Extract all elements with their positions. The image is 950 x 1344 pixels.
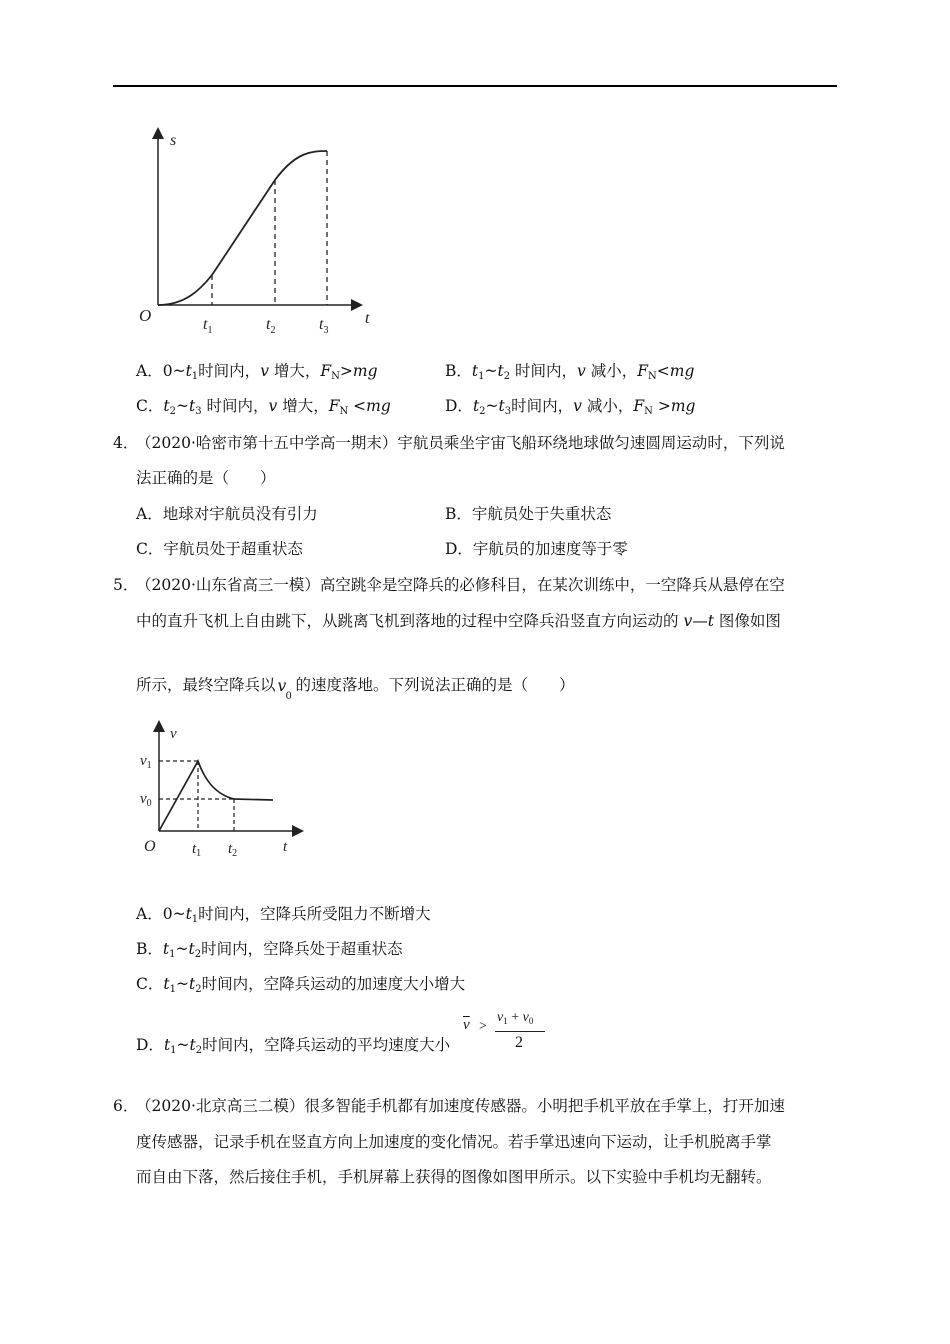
s-t-curve — [158, 151, 327, 305]
q4-stem-line2: 法正确的是（ ） — [136, 469, 276, 487]
q6-stem-line3: 而自由下落，然后接住手机，手机屏幕上获得的图像如图甲所示。以下实验中手机均无翻转。 — [136, 1168, 772, 1186]
v-t-graph — [140, 720, 320, 860]
frac-bar — [495, 1031, 545, 1032]
tick-t3: $t_3$ — [319, 316, 329, 336]
q5-option-c[interactable]: C．$t_1\sim t_2$时间内，空降兵运动的加速度大小增大 — [136, 975, 466, 995]
frac-numerator: $v_1 + v_0$ — [497, 1010, 534, 1026]
q3-option-c[interactable]: C．$t_2\sim t_3$ 时间内，v 增大，$F_N <mg$ — [136, 397, 391, 417]
q4-stem-line1: （2020·哈密市第十五中学高一期末）宇航员乘坐宇宙飞船环绕地球做匀速圆周运动时，下列说 — [136, 434, 785, 452]
q4-option-b[interactable]: B．宇航员处于失重状态 — [445, 505, 612, 523]
frac-denominator: 2 — [515, 1034, 523, 1051]
q4-option-a[interactable]: A．地球对宇航员没有引力 — [136, 505, 318, 523]
t-axis-label-2: t — [283, 839, 288, 855]
avg-velocity-formula — [462, 1010, 552, 1060]
q6-stem-line2: 度传感器，记录手机在竖直方向上加速度的变化情况。若手掌迅速向下运动，让手机脱离手掌 — [136, 1133, 772, 1151]
tick-t1-2: $t_1$ — [192, 841, 202, 859]
v-axis-label: v — [170, 726, 177, 742]
v-t-curve — [159, 761, 273, 831]
q5-stem-line1: （2020·山东省高三一模）高空跳伞是空降兵的必修科目，在某次训练中，一空降兵从悬停在空 — [136, 576, 785, 594]
q3-option-b[interactable]: B．$t_1\sim t_2$ 时间内，v 减小，$F_N<mg$ — [445, 362, 695, 382]
q4-number: 4． — [113, 434, 139, 452]
q5-stem-line2: 中的直升飞机上自由跳下，从跳离飞机到落地的过程中空降兵沿竖直方向运动的 v—t 图像如图 — [136, 612, 781, 630]
q4-option-d[interactable]: D．宇航员的加速度等于零 — [445, 540, 628, 558]
q5-number: 5． — [113, 576, 139, 594]
q3-option-d[interactable]: D．$t_2\sim t_3$时间内，v 减小，$F_N >mg$ — [445, 397, 696, 417]
s-axis-label: s — [170, 132, 177, 149]
tick-v0: $v_0$ — [140, 791, 152, 809]
tick-t2: $t_2$ — [266, 316, 276, 336]
q5-option-d[interactable]: D．$t_1\sim t_2$时间内，空降兵运动的平均速度大小 — [136, 1036, 451, 1056]
vbar-symbol: $\overline{v}$ — [463, 1017, 470, 1033]
tick-t1: $t_1$ — [203, 316, 213, 336]
q3-option-a[interactable]: A．$0\sim t_1$时间内，v 增大，$F_N>mg$ — [136, 362, 378, 382]
tick-t2-2: $t_2$ — [228, 841, 238, 859]
tick-v1: $v_1$ — [140, 753, 152, 771]
q5-option-b[interactable]: B．$t_1\sim t_2$时间内，空降兵处于超重状态 — [136, 940, 403, 960]
q4-option-c[interactable]: C．宇航员处于超重状态 — [136, 540, 303, 558]
q6-stem-line1: （2020·北京高三二模）很多智能手机都有加速度传感器。小明把手机平放在手掌上，打开加速 — [136, 1097, 785, 1115]
origin-label: O — [139, 306, 152, 325]
q6-number: 6． — [113, 1097, 139, 1115]
gt-sign: > — [479, 1019, 487, 1034]
q5-option-a[interactable]: A．$0\sim t_1$时间内，空降兵所受阻力不断增大 — [136, 905, 431, 925]
header-rule — [113, 85, 837, 87]
s-t-graph — [135, 125, 385, 335]
q5-stem-line3: 所示，最终空降兵以 v 0 的速度落地。下列说法正确的是（ ） — [136, 676, 575, 702]
origin-label-2: O — [144, 838, 156, 855]
t-axis-label: t — [365, 310, 370, 327]
